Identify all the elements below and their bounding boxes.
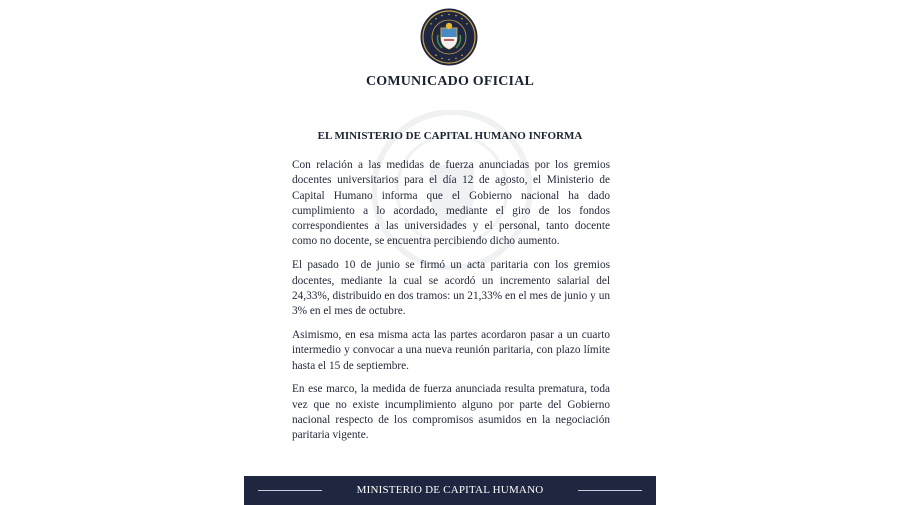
paragraph: Con relación a las medidas de fuerza anunciadas por los gremios docentes universitarios para el día 12 de agosto, el Ministerio de Capital Humano informa que el Gobierno nacional ha dado cumplimiento a lo acordado, mediante el giro de los fondos correspondientes a las universidades y el personal, tanto docente como no docente, se encuentra percibiendo dicho aumento. — [292, 159, 610, 248]
statement-body — [292, 158, 610, 452]
official-statement — [244, 0, 656, 505]
document-title: COMUNICADO OFICIAL — [365, 74, 535, 89]
paragraph: En ese marco, la medida de fuerza anunciada resulta prematura, toda vez que no existe incumplimiento alguno por parte del Gobierno nacional respecto de los compromisos asumidos en la negociación paritaria vigente. — [292, 383, 610, 442]
footer-label: MINISTERIO DE CAPITAL HUMANO — [356, 484, 544, 496]
ministry-seal-icon — [420, 8, 478, 66]
paragraph: Asimismo, en esa misma acta las partes acordaron pasar a un cuarto intermedio y convocar a una nueva reunión paritaria, con plazo límite hasta el 15 de septiembre. — [292, 328, 610, 372]
paragraph: El pasado 10 de junio se firmó un acta paritaria con los gremios docentes, mediante la cual se acordó un incremento salarial del 24,33%, distribuido en dos tramos: un 21,33% en el mes de junio y un 3% en el mes de octubre. — [292, 259, 610, 318]
document-subtitle: EL MINISTERIO DE CAPITAL HUMANO INFORMA — [317, 130, 583, 142]
footer-divider — [578, 490, 642, 491]
footer-bar — [244, 476, 656, 505]
